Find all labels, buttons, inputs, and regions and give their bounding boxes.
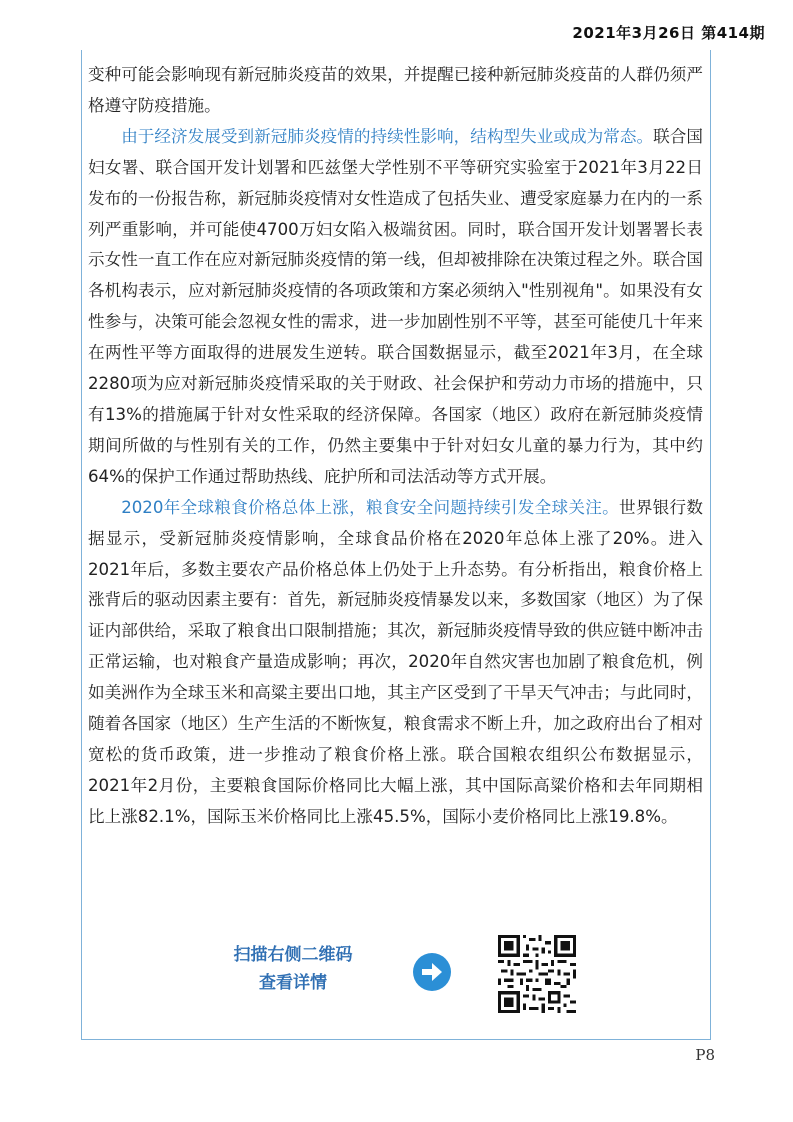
paragraph-women-impact xyxy=(88,122,703,493)
article-body xyxy=(88,60,703,833)
issue-date: 2021年3月26日 第414期 xyxy=(572,24,765,42)
arrow-right-circle-icon xyxy=(411,951,453,993)
paragraph-continuation xyxy=(88,60,703,122)
qr-code-icon[interactable] xyxy=(498,935,576,1013)
qr-caption-line1: 扫描右侧二维码 xyxy=(233,945,353,965)
paragraph-food-prices xyxy=(88,493,703,833)
page-number: P8 xyxy=(695,1046,715,1064)
paragraph-text: 变种可能会影响现有新冠肺炎疫苗的效果，并提醒已接种新冠肺炎疫苗的人群仍须严格遵守防疫措施。 xyxy=(88,65,703,115)
paragraph-text: 联合国妇女署、联合国开发计划署和匹兹堡大学性别不平等研究实验室于2021年3月22日发布的一份报告称，新冠肺炎疫情对女性造成了包括失业、遭受家庭暴力在内的一系列严重影响，并可能使4700万妇女陷入极端贫困。同时，联合国开发计划署署长表示女性一直工作在应对新冠肺炎疫情的第一线，但却被排除在决策过程之外。联合国各机构表示，应对新冠肺炎疫情的各项政策和方案必须纳入"性别视角"。如果没有女性参与，决策可能会忽视女性的需求，进一步加剧性别不平等，甚至可能使几十年来在两性平等方面取得的进展发生逆转。联合国数据显示，截至2021年3月，在全球2280项为应对新冠肺炎疫情采取的关于财政、社会保护和劳动力市场的措施中，只有13%的措施属于针对女性采取的经济保障。各国家（地区）政府在新冠肺炎疫情期间所做的与性别有关的工作，仍然主要集中于针对妇女儿童的暴力行为，其中约64%的保护工作通过帮助热线、庇护所和司法活动等方式开展。 xyxy=(88,126,703,486)
paragraph-lead: 2020年全球粮食价格总体上涨，粮食安全问题持续引发全球关注。 xyxy=(121,497,619,517)
paragraph-lead: 由于经济发展受到新冠肺炎疫情的持续性影响，结构型失业或成为常态。 xyxy=(121,126,654,146)
paragraph-text: 世界银行数据显示，受新冠肺炎疫情影响，全球食品价格在2020年总体上涨了20%。进入2021年后，多数主要农产品价格总体上仍处于上升态势。有分析指出，粮食价格上涨背后的驱动因素主要有：首先，新冠肺炎疫情暴发以来，多数国家（地区）为了保证内部供给，采取了粮食出口限制措施；其次，新冠肺炎疫情导致的供应链中断冲击正常运输，也对粮食产量造成影响；再次，2020年自然灾害也加剧了粮食危机，例如美洲作为全球玉米和高粱主要出口地，其主产区受到了干旱天气冲击；与此同时，随着各国家（地区）生产生活的不断恢复，粮食需求不断上升，加之政府出台了相对宽松的货币政策，进一步推动了粮食价格上涨。联合国粮农组织公布数据显示，2021年2月份，主要粮食国际价格同比大幅上涨，其中国际高粱价格和去年同期相比上涨82.1%，国际玉米价格同比上涨45.5%，国际小麦价格同比上涨19.8%。 xyxy=(88,497,703,826)
qr-caption xyxy=(213,941,373,997)
qr-caption-line2: 查看详情 xyxy=(259,973,327,993)
qr-promo xyxy=(88,935,703,1015)
